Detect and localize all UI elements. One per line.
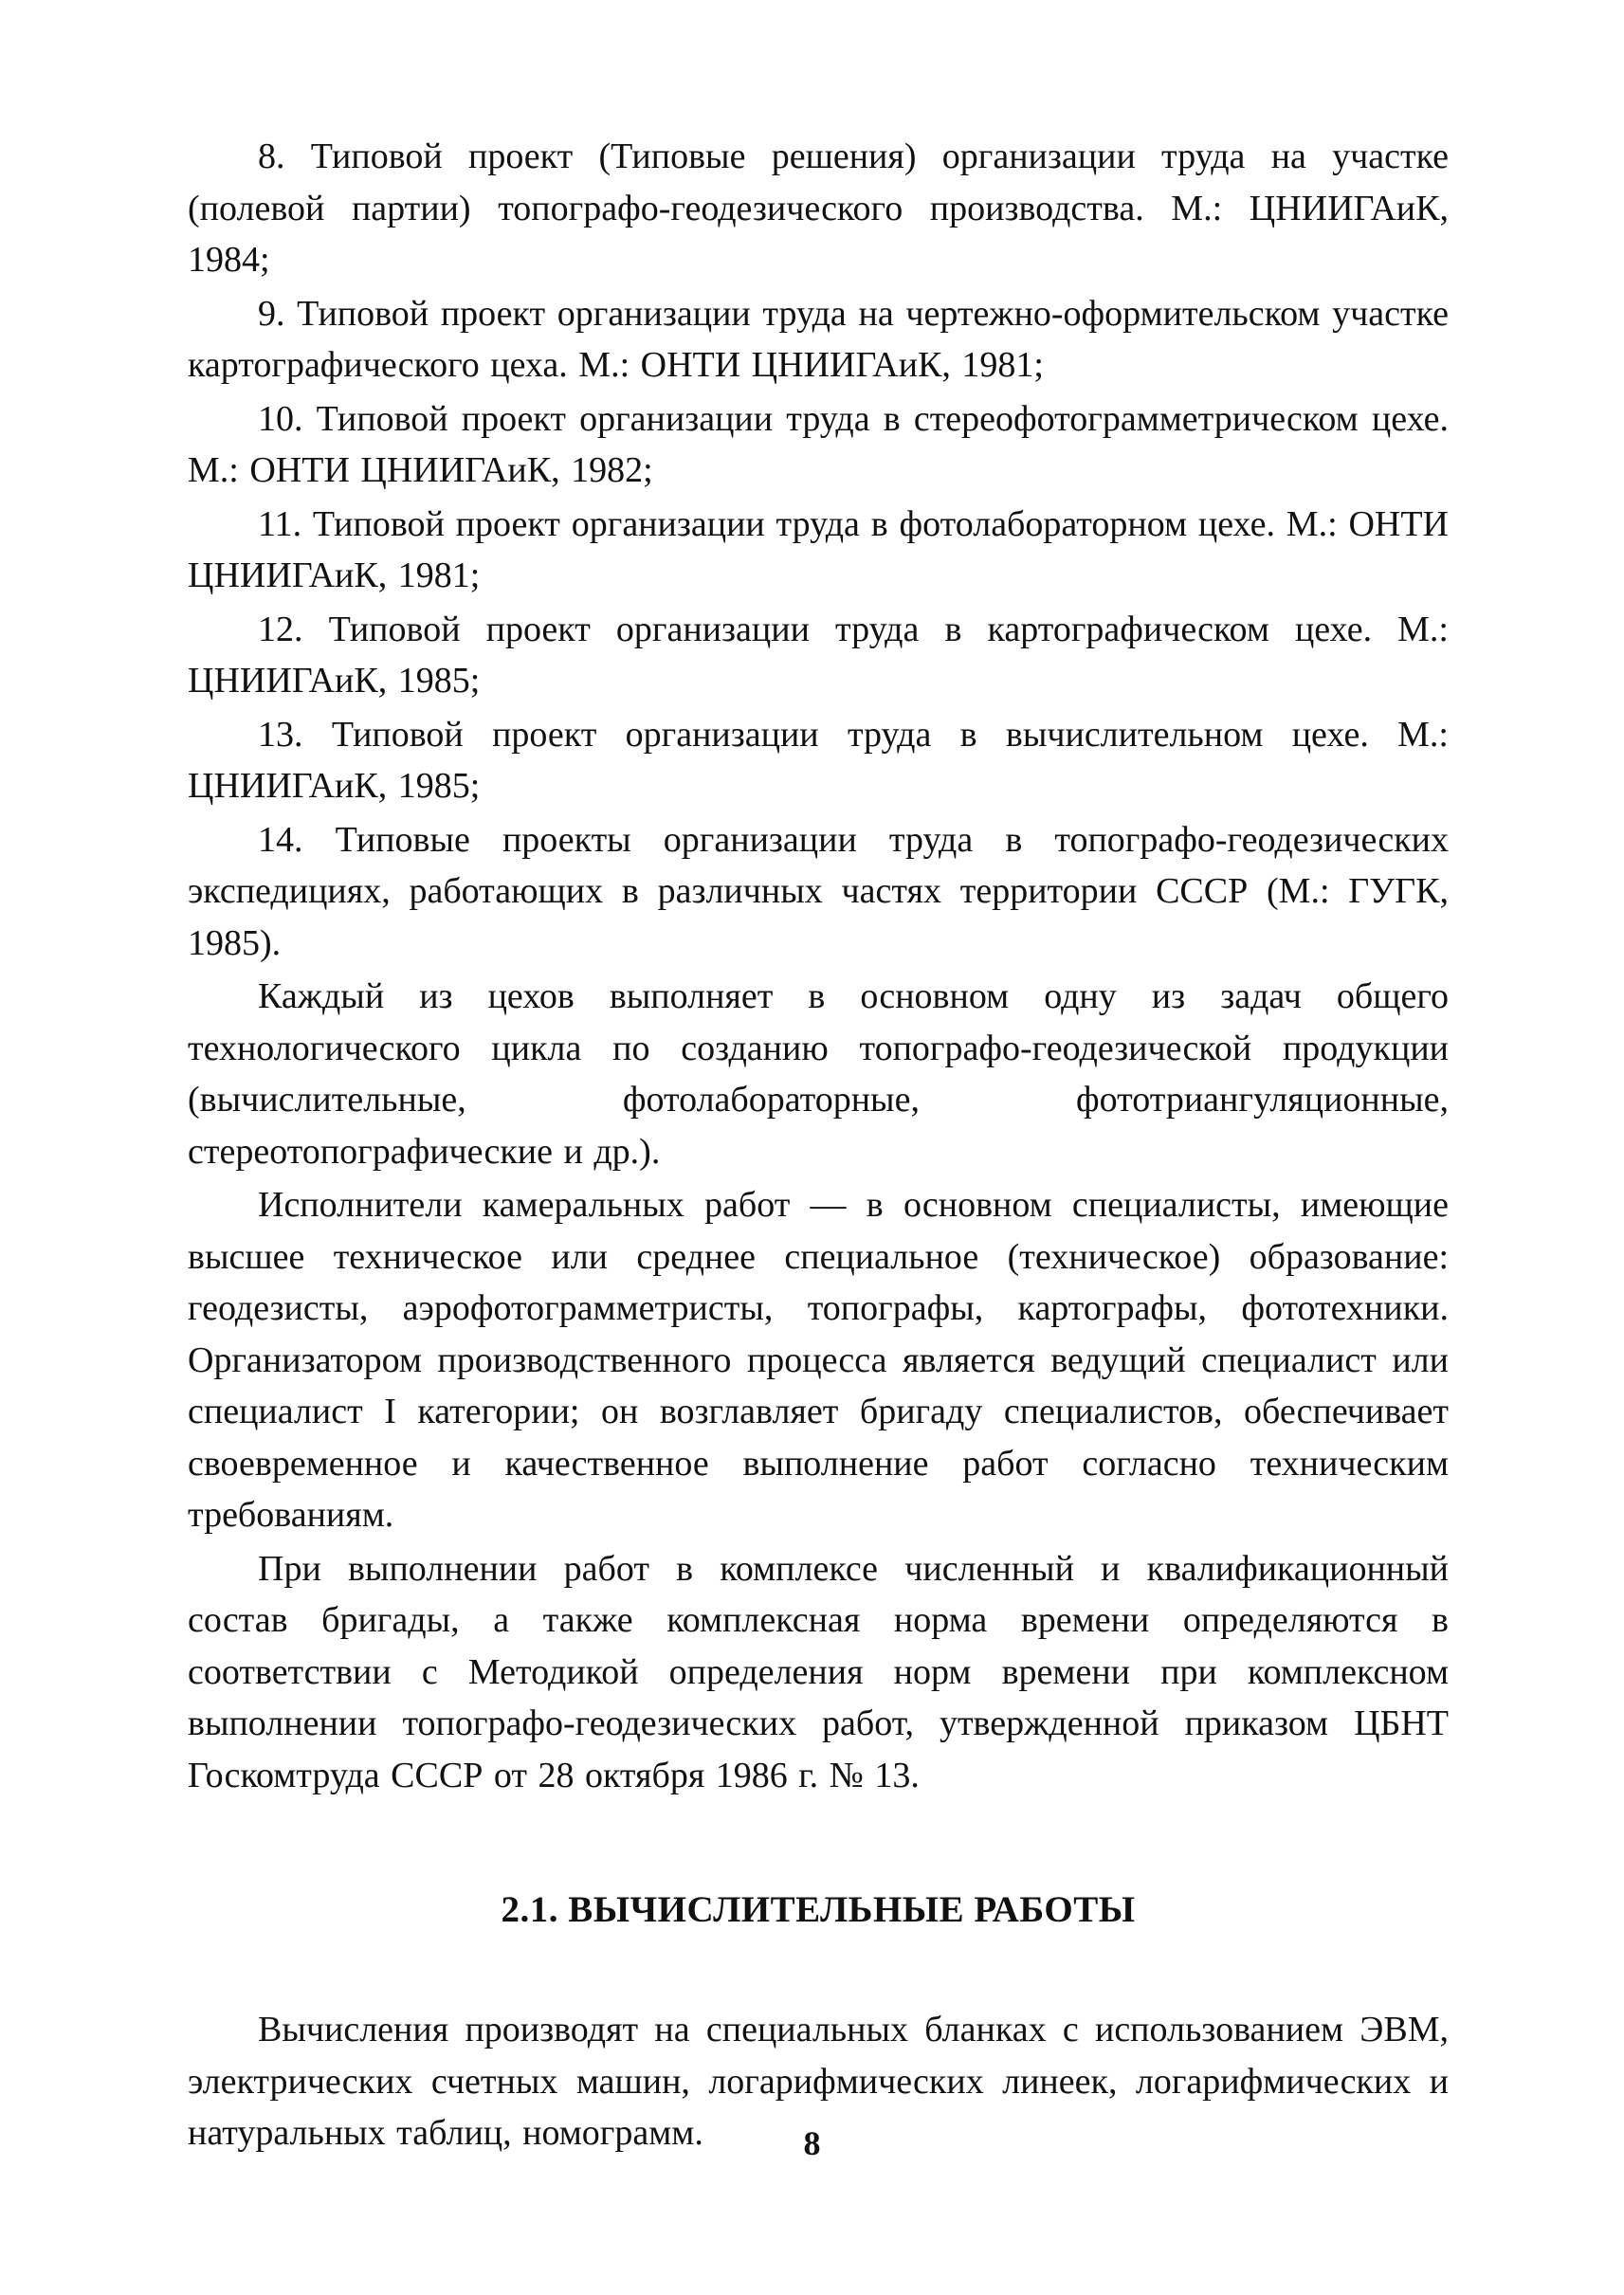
document-page [188, 131, 1449, 2161]
reference-item-11: 11. Типовой проект организации труда в фотолабораторном цехе. М.: ОНТИ ЦНИИГАиК, 1981; [188, 503, 1449, 595]
paragraph-workshops: Каждый из цехов выполняет в основном одну из задач общего технологического цикла по созданию топографо-геодезической продукции (вычислительные, фотолабораторные, фототриангуляционные, стереотопографические и др.). [188, 976, 1449, 1172]
paragraph-complex-work: При выполнении работ в комплексе численный и квалификационный состав бригады, а также комплексная норма времени определяются в соответствии с Методикой определения норм времени при комплексном выполнении топографо-геодезических работ, утвержденной приказом ЦБНТ Госкомтруда СССР от 28 октября 1986 г. № 13. [188, 1548, 1449, 1795]
reference-item-13: 13. Типовой проект организации труда в вычислительном цехе. М.: ЦНИИГАиК, 1985; [188, 714, 1449, 806]
page-number: 8 [803, 2124, 821, 2162]
reference-item-14: 14. Типовые проекты организации труда в топографо-геодезических экспедициях, работающих в различных частях территории СССР (М.: ГУГК, 1985). [188, 819, 1449, 963]
section-heading: 2.1. ВЫЧИСЛИТЕЛЬНЫЕ РАБОТЫ [501, 1889, 1136, 1930]
reference-item-8: 8. Типовой проект (Типовые решения) организации труда на участке (полевой партии) топографо-геодезического производства. М.: ЦНИИГАиК, 1984; [188, 137, 1449, 280]
paragraph-performers: Исполнители камеральных работ — в основном специалисты, имеющие высшее техническое или среднее специальное (техническое) образование: геодезисты, аэрофотограмметристы, топографы, картографы, фототехники. Организатором производственного процесса является ведущий специалист или специалист I категории; он возглавляет бригаду специалистов, обеспечивает своевременное и качественное выполнение работ согласно техническим требованиям. [188, 1185, 1449, 1535]
reference-item-12: 12. Типовой проект организации труда в картографическом цехе. М.: ЦНИИГАиК, 1985; [188, 609, 1449, 701]
reference-item-9: 9. Типовой проект организации труда на чертежно-оформительском участке картографического цеха. М.: ОНТИ ЦНИИГАиК, 1981; [188, 293, 1449, 385]
reference-item-10: 10. Типовой проект организации труда в стереофотограмметрическом цехе. М.: ОНТИ ЦНИИГАиК, 1982; [188, 398, 1449, 490]
section-paragraph: Вычисления производят на специальных бланках с использованием ЭВМ, электрических счетных машин, логарифмических линеек, логарифмических и натуральных таблиц, номограмм. [188, 2010, 1449, 2153]
